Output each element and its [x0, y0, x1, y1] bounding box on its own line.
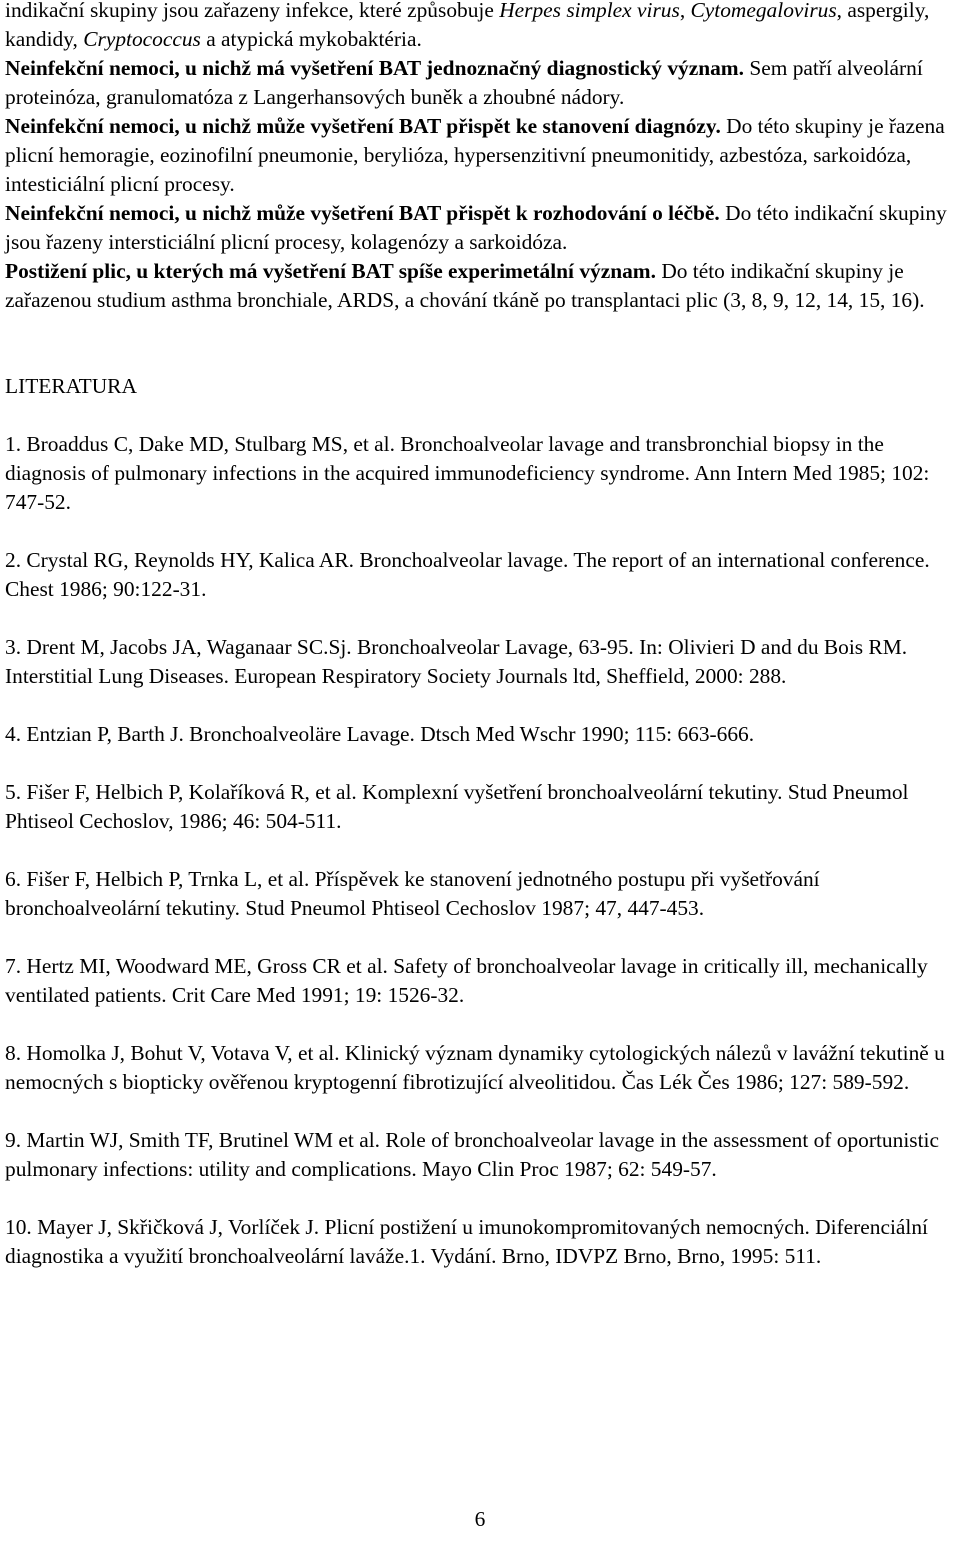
organism-name: Cytomegalovirus [690, 0, 837, 22]
reference-item: 1. Broaddus C, Dake MD, Stulbarg MS, et al. Bronchoalveolar lavage and transbronchial biopsy in the diagnosis of pulmonary infections in the acquired immunodeficiency syndrome. Ann Intern Med 1985; 102: 747-52. [5, 432, 930, 514]
reference-item: 5. Fišer F, Helbich P, Kolaříková R, et al. Komplexní vyšetření bronchoalveolární tekutiny. Stud Pneumol Phtiseol Cechoslov, 1986; 46: 504-511. [5, 780, 909, 833]
organism-name: Herpes simplex virus [499, 0, 680, 22]
intro-text: , aspergily, kandidy, [5, 0, 930, 51]
reference-item: 3. Drent M, Jacobs JA, Waganaar SC.Sj. Bronchoalveolar Lavage, 63-95. In: Olivieri D and du Bois RM. Interstitial Lung Diseases. European Respiratory Society Journals ltd, Sheffield, 2000: 288. [5, 635, 908, 688]
reference-item: 2. Crystal RG, Reynolds HY, Kalica AR. Bronchoalveolar lavage. The report of an international conference. Chest 1986; 90:122-31. [5, 548, 930, 601]
group-text: Sem patří alveolární proteinóza, granulomatóza z Langerhansových buněk a zhoubné nádory. [5, 56, 923, 109]
reference-item: 10. Mayer J, Skřičková J, Vorlíček J. Plicní postižení u imunokompromitovaných nemocných. Diferenciální diagnostika a využití bronchoalveolární laváže.1. Vydání. Brno, IDVPZ Brno, Brno, 1995: 511. [5, 1215, 928, 1268]
group-heading: Postižení plic, u kterých má vyšetření BAT spíše experimetální význam. [5, 259, 656, 283]
intro-text: a atypická mykobaktéria. [200, 27, 422, 51]
organism-name: Cryptococcus [83, 27, 201, 51]
reference-list [5, 430, 957, 1271]
intro-paragraph [5, 0, 957, 315]
intro-text: indikační skupiny jsou zařazeny infekce, které způsobuje [5, 0, 500, 22]
group-text: Do této skupiny je řazena plicní hemoragie, eozinofilní pneumonie, berylióza, hypersenzitivní pneumonitidy, azbestóza, sarkoidóza, intesticiální plicní procesy. [5, 114, 945, 196]
reference-item: 6. Fišer F, Helbich P, Trnka L, et al. Příspěvek ke stanovení jednotného postupu při vyšetřování bronchoalveolární tekutiny. Stud Pneumol Phtiseol Cechoslov 1987; 47, 447-453. [5, 867, 820, 920]
document-page [5, 0, 957, 1300]
group-text: Do této indikační skupiny jsou řazeny intersticiální plicní procesy, kolagenózy a sarkoidóza. [5, 201, 947, 254]
reference-item: 7. Hertz MI, Woodward ME, Gross CR et al. Safety of bronchoalveolar lavage in critically ill, mechanically ventilated patients. Crit Care Med 1991; 19: 1526-32. [5, 954, 928, 1007]
reference-item: 4. Entzian P, Barth J. Bronchoalveoläre Lavage. Dtsch Med Wschr 1990; 115: 663-666. [5, 722, 755, 746]
group-text: Do této indikační skupiny je zařazenou studium asthma bronchiale, ARDS, a chování tkáně po transplantaci plic (3, 8, 9, 12, 14, 15, 16). [5, 259, 925, 312]
reference-item: 9. Martin WJ, Smith TF, Brutinel WM et al. Role of bronchoalveolar lavage in the assessment of oportunistic pulmonary infections: utility and complications. Mayo Clin Proc 1987; 62: 549-57. [5, 1128, 939, 1181]
reference-item: 8. Homolka J, Bohut V, Votava V, et al. Klinický význam dynamiky cytologických nálezů v lavážní tekutině u nemocných s biopticky ověřenou kryptogenní fibrotizující alveolitidou. Čas Lék Čes 1986; 127: 589-592. [5, 1041, 945, 1094]
page-number: 6 [474, 1507, 486, 1531]
group-heading: Neinfekční nemoci, u nichž může vyšetření BAT přispět ke stanovení diagnózy. [5, 114, 721, 138]
group-heading: Neinfekční nemoci, u nichž má vyšetření BAT jednoznačný diagnostický význam. [5, 56, 744, 80]
literature-heading: LITERATURA [5, 374, 137, 398]
group-heading: Neinfekční nemoci, u nichž může vyšetření BAT přispět k rozhodování o léčbě. [5, 201, 720, 225]
intro-text: , [679, 0, 691, 22]
